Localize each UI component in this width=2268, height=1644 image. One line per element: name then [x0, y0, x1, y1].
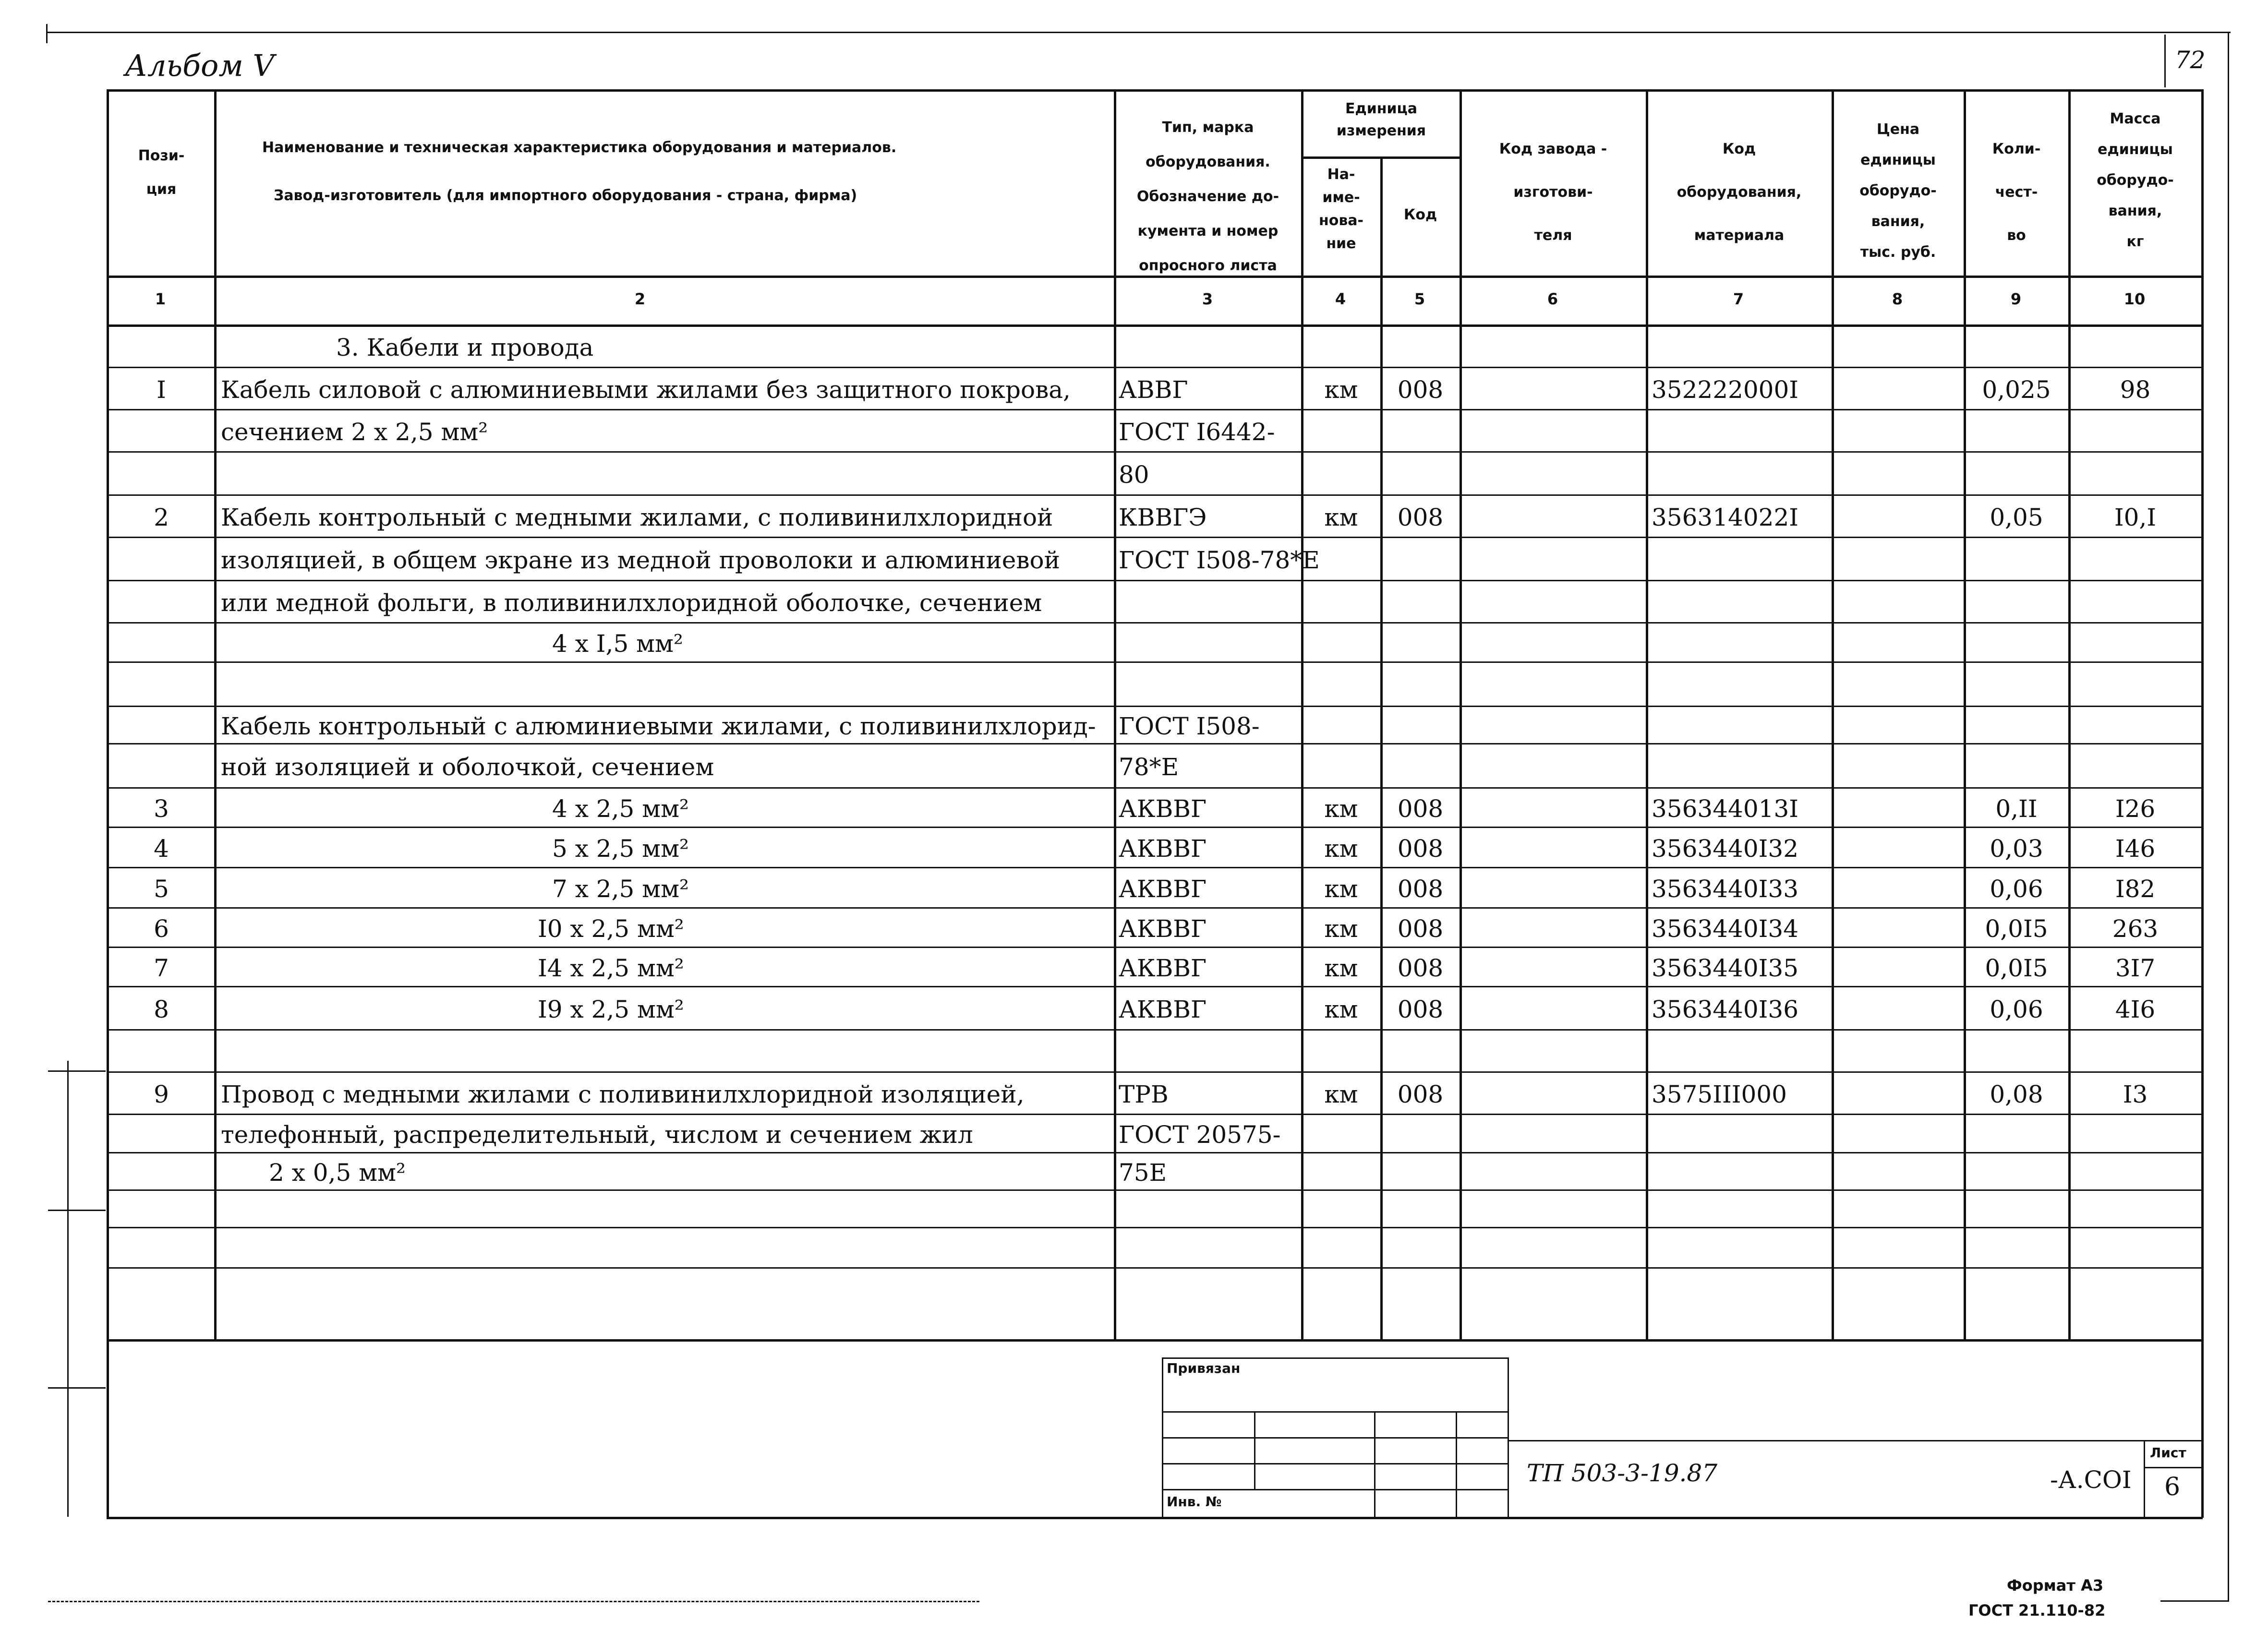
row-separator [107, 1029, 2203, 1031]
row-separator [107, 907, 2203, 909]
cell-unit: км [1324, 954, 1358, 982]
header-position: Пози- ция [138, 147, 185, 198]
cell-pos: 7 [154, 954, 169, 982]
header-mass: Масса единицы оборудо- вания, кг [2097, 110, 2174, 250]
stamp-vline-1 [1254, 1411, 1255, 1489]
cell-name: изоляцией, в общем экране из медной проволоки и алюминиевой [221, 546, 1060, 574]
cell-name: I9 x 2,5 мм² [538, 996, 684, 1023]
colnum-5: 5 [1414, 290, 1425, 308]
cell-type: 78*Е [1119, 753, 1179, 781]
row-separator [107, 743, 2203, 744]
cell-code: 008 [1397, 915, 1444, 943]
header-maker-code: Код завода - изготови- теля [1499, 141, 1607, 244]
cell-mass: 263 [2112, 915, 2159, 943]
cell-name: 7 x 2,5 мм² [552, 875, 689, 903]
row-separator [107, 537, 2203, 538]
cell-pos: 9 [154, 1080, 169, 1108]
frame-right-border [2201, 89, 2204, 1518]
stamp-privyazan: Привязан [1167, 1360, 1241, 1376]
doc-code: ТП 503-3-19.87 [1527, 1459, 1718, 1487]
colnum-4: 4 [1335, 290, 1346, 308]
cell-type: АКВВГ [1119, 915, 1207, 943]
cell-mass: I26 [2115, 795, 2156, 823]
row-separator [107, 827, 2203, 828]
table-bottom-line [107, 1339, 2203, 1342]
cell-unit: км [1324, 875, 1358, 903]
cell-qty: 0,05 [1990, 504, 2043, 531]
cell-code: 008 [1397, 835, 1444, 863]
cell-unit: км [1324, 996, 1358, 1023]
margin-line-left [67, 1061, 69, 1517]
cell-mass: 98 [2120, 376, 2151, 404]
cell-pos: 5 [154, 875, 169, 903]
cell-type: 80 [1119, 461, 1149, 489]
frame-bottom-border [107, 1517, 2203, 1519]
cell-mcode: 356344013I [1652, 795, 1799, 823]
cell-pos: 6 [154, 915, 169, 943]
cell-name: Кабель контрольный с алюминиевыми жилами, с поливинилхлорид- [221, 712, 1096, 740]
title-block-top-line [1508, 1440, 2203, 1441]
header-unit: Единица измерения [1336, 100, 1426, 139]
row-separator [107, 580, 2203, 581]
cell-name: 4 x 2,5 мм² [552, 795, 689, 823]
stamp-vline-2 [1374, 1411, 1375, 1517]
cell-name: 4 x I,5 мм² [552, 630, 683, 658]
footer-gost: ГОСТ 21.110-82 [1968, 1601, 2106, 1620]
sheet-box-left [2144, 1440, 2145, 1517]
cell-name: телефонный, распределительный, числом и сечением жил [221, 1121, 973, 1149]
cell-qty: 0,025 [1982, 376, 2051, 404]
cell-type: АВВГ [1119, 376, 1188, 404]
cell-pos: 4 [154, 835, 169, 863]
row-separator [107, 706, 2203, 707]
cell-type: АКВВГ [1119, 954, 1207, 982]
stamp-inv: Инв. № [1167, 1494, 1222, 1510]
stamp-vline-3 [1456, 1411, 1457, 1517]
row-separator [107, 787, 2203, 789]
cell-type: КВВГЭ [1119, 504, 1207, 531]
header-unit-code: Код [1403, 206, 1437, 223]
colnum-bottom-line [107, 324, 2203, 327]
cell-name: I4 x 2,5 мм² [538, 954, 684, 982]
header-quantity: Коли- чест- во [1992, 141, 2041, 244]
sheet-label: Лист [2150, 1445, 2186, 1461]
cell-qty: 0,08 [1990, 1080, 2043, 1108]
doc-suffix: -А.СОI [2050, 1466, 2132, 1494]
row-separator [107, 622, 2203, 624]
header-price: Цена единицы оборудо- вания, тыс. руб. [1859, 121, 1937, 261]
cell-name: или медной фольги, в поливинилхлоридной оболочке, сечением [221, 589, 1042, 617]
margin-tick-2 [48, 1210, 106, 1211]
sheet-number: 6 [2164, 1473, 2181, 1501]
margin-tick-1 [48, 1070, 106, 1072]
row-separator [107, 451, 2203, 453]
row-separator [107, 1114, 2203, 1115]
colnum-10: 10 [2123, 290, 2146, 308]
cell-mass: 4I6 [2115, 996, 2156, 1023]
colnum-9: 9 [2010, 290, 2022, 308]
cell-mass: I0,I [2114, 504, 2157, 531]
cell-unit: км [1324, 504, 1358, 531]
colnum-1: 1 [155, 290, 166, 308]
cell-name: сечением 2 x 2,5 мм² [221, 418, 488, 446]
top-left-tick [46, 24, 48, 43]
cell-name: Провод с медными жилами с поливинилхлоридной изоляцией, [221, 1080, 1025, 1108]
table-top-border [107, 89, 2203, 92]
col-divider-4 [1380, 156, 1383, 1339]
cell-name: 2 x 0,5 мм² [269, 1159, 406, 1187]
cell-type: ГОСТ I508-78*Е [1119, 546, 1320, 574]
row-separator [107, 1152, 2203, 1153]
cell-type: АКВВГ [1119, 875, 1207, 903]
footer-format: Формат А3 [2007, 1576, 2104, 1595]
cell-code: 008 [1397, 875, 1444, 903]
cell-unit: км [1324, 376, 1358, 404]
cell-qty: 0,06 [1990, 875, 2043, 903]
row-separator [107, 661, 2203, 663]
cell-qty: 0,0I5 [1985, 915, 2048, 943]
cell-unit: км [1324, 795, 1358, 823]
margin-tick-3 [48, 1387, 106, 1389]
cell-code: 008 [1397, 1080, 1444, 1108]
cell-type: АКВВГ [1119, 996, 1207, 1023]
cell-type: ГОСТ I508- [1119, 712, 1260, 740]
cell-name: Кабель силовой с алюминиевыми жилами без защитного покрова, [221, 376, 1071, 404]
right-border-line [2228, 32, 2229, 1601]
cell-mass: I3 [2123, 1080, 2148, 1108]
row-separator [107, 1227, 2203, 1228]
colnum-7: 7 [1733, 290, 1744, 308]
cell-mcode: 3563440I36 [1652, 996, 1799, 1023]
cell-pos: I [157, 376, 166, 404]
cell-pos: 3 [154, 795, 169, 823]
cell-mass: I46 [2115, 835, 2156, 863]
header-type: Тип, марка оборудования. Обозначение до- кумента и номер опросного листа [1136, 119, 1279, 274]
cell-pos: 8 [154, 996, 169, 1023]
cell-name: I0 x 2,5 мм² [538, 915, 684, 943]
cell-name: 3. Кабели и провода [336, 334, 594, 361]
cell-type: ТРВ [1119, 1080, 1169, 1108]
top-border-line [46, 32, 2231, 33]
cell-type: АКВВГ [1119, 795, 1207, 823]
colnum-2: 2 [634, 290, 646, 308]
cell-mcode: 352222000I [1652, 376, 1799, 404]
row-separator [107, 986, 2203, 987]
unit-header-split [1301, 156, 1460, 159]
page-number-box-left [2164, 35, 2166, 87]
row-separator [107, 367, 2203, 368]
sheet-box-split [2144, 1467, 2203, 1468]
row-separator [107, 867, 2203, 868]
cell-mcode: 3563440I34 [1652, 915, 1799, 943]
row-separator [107, 494, 2203, 496]
cell-qty: 0,03 [1990, 835, 2043, 863]
cell-mcode: 3563440I33 [1652, 875, 1799, 903]
cell-code: 008 [1397, 795, 1444, 823]
cell-name: Кабель контрольный с медными жилами, с поливинилхлоридной [221, 504, 1053, 531]
header-name-line1: Наименование и техническая характеристика оборудования и материалов. [262, 139, 897, 156]
header-unit-name: На- име- нова- ние [1318, 166, 1364, 252]
cell-type: ГОСТ 20575- [1119, 1121, 1281, 1149]
row-separator [107, 947, 2203, 948]
colnum-8: 8 [1892, 290, 1903, 308]
row-separator [107, 1267, 2203, 1269]
bottom-dashed-line [48, 1601, 979, 1602]
cell-unit: км [1324, 1080, 1358, 1108]
header-material-code: Код оборудования, материала [1677, 141, 1802, 244]
cell-mcode: 356314022I [1652, 504, 1799, 531]
stamp-right-line [1508, 1357, 1509, 1517]
cell-mcode: 3575III000 [1652, 1080, 1787, 1108]
row-separator [107, 1071, 2203, 1073]
cell-mass: I82 [2115, 875, 2156, 903]
cell-type: АКВВГ [1119, 835, 1207, 863]
cell-type: 75Е [1119, 1159, 1167, 1187]
cell-code: 008 [1397, 504, 1444, 531]
cell-code: 008 [1397, 376, 1444, 404]
cell-name: ной изоляцией и оболочкой, сечением [221, 753, 714, 781]
stamp-top-line [1162, 1357, 1508, 1359]
colnum-6: 6 [1547, 290, 1558, 308]
cell-mass: 3I7 [2115, 954, 2156, 982]
cell-mcode: 3563440I35 [1652, 954, 1799, 982]
cell-code: 008 [1397, 954, 1444, 982]
colnum-3: 3 [1202, 290, 1213, 308]
cell-qty: 0,II [1995, 795, 2038, 823]
header-name-line2: Завод-изготовитель (для импортного оборудования - страна, фирма) [274, 187, 857, 204]
row-separator [107, 409, 2203, 410]
cell-type: ГОСТ I6442- [1119, 418, 1275, 446]
row-separator [107, 1189, 2203, 1191]
cell-code: 008 [1397, 996, 1444, 1023]
cell-mcode: 3563440I32 [1652, 835, 1799, 863]
cell-qty: 0,06 [1990, 996, 2043, 1023]
cell-unit: км [1324, 915, 1358, 943]
cell-name: 5 x 2,5 мм² [552, 835, 689, 863]
album-label: Альбом V [125, 48, 275, 83]
cell-qty: 0,0I5 [1985, 954, 2048, 982]
cell-pos: 2 [154, 504, 169, 531]
page-number: 72 [2175, 46, 2206, 74]
bottom-right-line [2160, 1600, 2229, 1602]
cell-unit: км [1324, 835, 1358, 863]
